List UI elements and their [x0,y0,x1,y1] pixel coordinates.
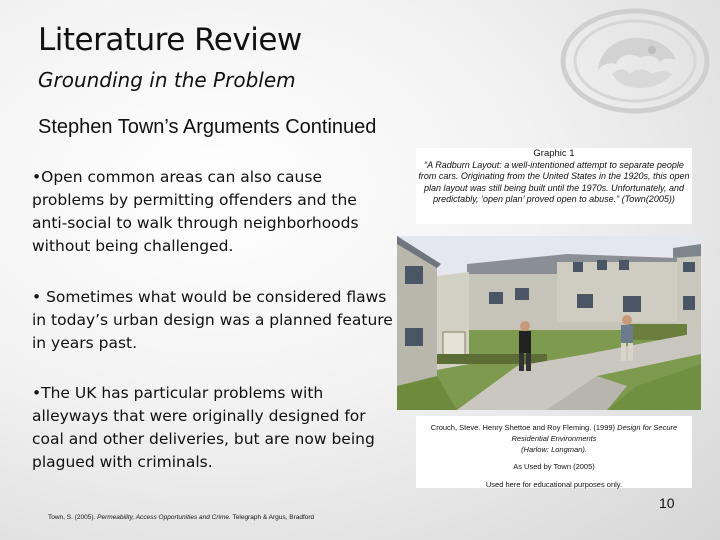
credit-book-title: Design for Secure Residential Environments [511,423,678,443]
section-heading: Stephen Town’s Arguments Continued [38,116,377,138]
bullet-point: • Sometimes what would be considered flaws in today’s urban design was a planned feature in years past. [32,288,393,352]
credit-publisher: (Harlow: Longman). [521,445,587,454]
graphic-label: Graphic 1 [533,148,575,159]
footnote-title: Permeability, Access Opportunities and Crime. [97,514,231,521]
credit-educational-note: Used here for educational purposes only. [485,480,623,489]
bullet-point: •Open common areas can also cause problems by permitting offenders and the anti-social to walk through neighborhoods without being challenged. [32,168,359,255]
footnote-publisher: Telegraph & Argus, Bradford [232,514,315,521]
image-credit-box [416,416,692,488]
graphic-caption: “A Radburn Layout: a well-intentioned attempt to separate people from cars. Originating from the United States in the 1920s, this open plan layout was still being built until the 1970s. Unfortunately, and predictably, ‘open plan’ proved open to abuse.” (Town(2005)) [418,159,690,204]
radburn-layout-photo [397,236,701,410]
bullet-point: •The UK has particular problems with alleyways that were originally designed for coal and other deliveries, but are now being plagued with criminals. [32,384,375,471]
footnote-citation [48,514,314,521]
slide-title: Literature Review [38,22,302,58]
credit-used-by: As Used by Town (2005) [513,462,595,471]
housing-estate-image [397,236,701,410]
slide-subtitle: Grounding in the Problem [38,68,296,92]
graphic-caption-box [416,148,692,224]
credit-authors: Crouch, Steve. Henry Shettoe and Roy Fleming. (1999) [430,423,616,432]
page-number: 10 [659,495,675,511]
footnote-author: Town, S. (2005). [48,514,96,521]
university-logo-watermark [560,8,710,114]
